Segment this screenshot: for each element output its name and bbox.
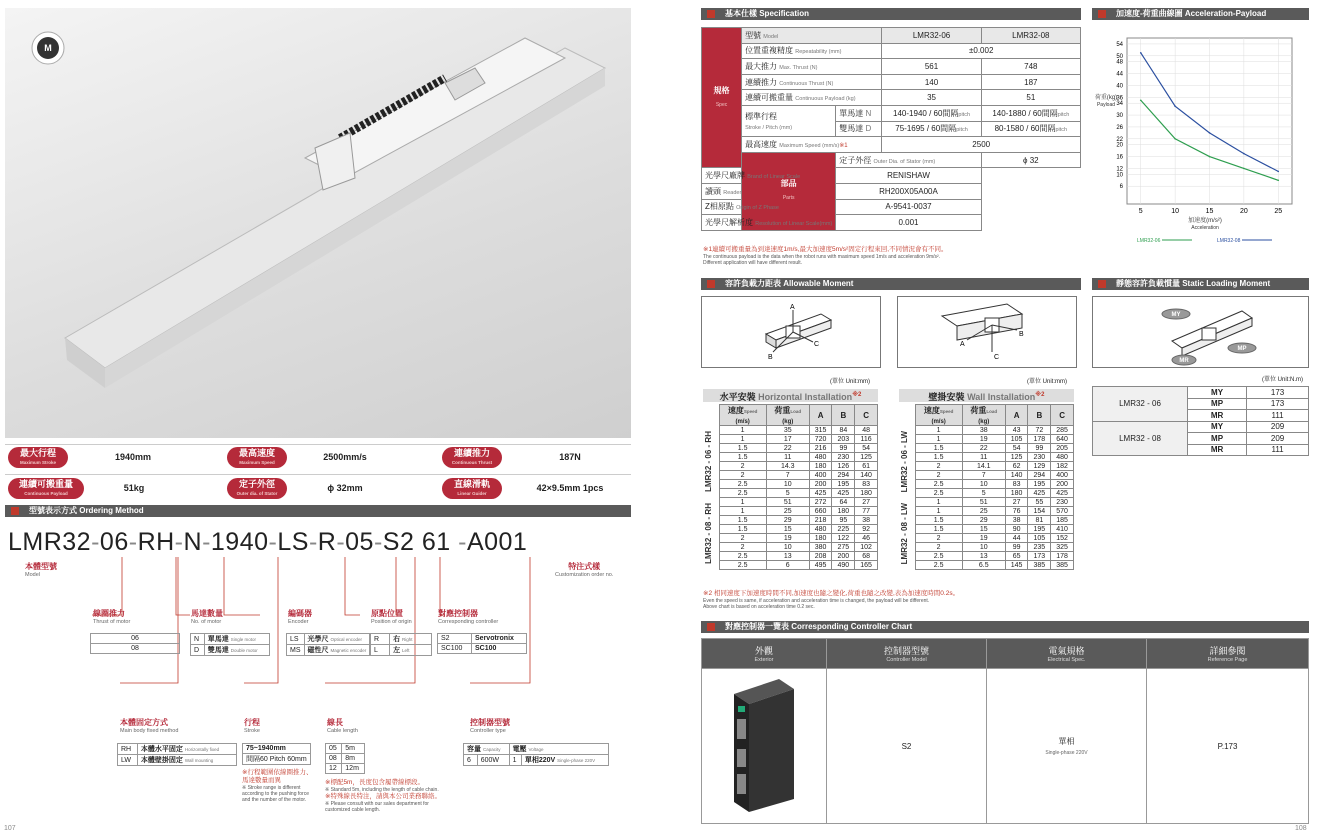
thrust-table: 06 08 [90, 633, 180, 654]
encoder-label: 編碼器 Encoder [288, 609, 312, 625]
moment-row: 1 19 105 178 640 [899, 435, 1074, 444]
badge-guider-value: 42×9.5mm 1pcs [536, 483, 604, 493]
svg-text:MP: MP [1237, 346, 1247, 352]
static-table: LMR32 - 06 MY 173 MP 173 MR 111 LMR32 - 08 MY 209 MP 209 MR 111 [1092, 386, 1309, 456]
moment-row: 2.5 13 208 200 68 [703, 552, 878, 561]
data-point [1209, 156, 1211, 158]
y-tick-label: 22 [1116, 136, 1123, 143]
moment-row: 1.5 22 54 99 205 [899, 444, 1074, 453]
y-tick-label: 34 [1116, 101, 1123, 108]
x-tick-label: 25 [1274, 208, 1283, 215]
controller-chart-header: 對應控制器一覽表 Corresponding Controller Chart [701, 621, 1309, 633]
badge-cont-payload-value: 51kg [123, 483, 145, 493]
svg-text:MY: MY [1171, 312, 1181, 318]
y-tick-label: 36 [1116, 95, 1123, 102]
moment-unit-2: (單位 Unit:mm) [1027, 379, 1067, 385]
data-point [1140, 99, 1142, 101]
y-tick-label: 54 [1116, 41, 1123, 48]
controller-label: 對應控制器 Corresponding controller [438, 609, 499, 625]
y-tick-label: 50 [1116, 53, 1123, 60]
moment-row: LMR32 - 06 - RH 1 35 315 84 48 [703, 426, 878, 435]
moment-row: 2 10 99 235 325 [899, 543, 1074, 552]
data-point [1243, 153, 1245, 155]
moment-row: 2 14.1 62 129 182 [899, 462, 1074, 471]
origin-label: 原點位置 Position of origin [371, 609, 412, 625]
moment-table: 速度Speed (m/s) 荷重Load (kg) A B C LMR32 - 06 - LW 1 38 43 72 285 1 19 105 178 640 1.5 22 54 99 205 1.5 11 125 230 480 2 14.1 62 129 182 2 7 140 294 400 2.5 10 83 195 200 2.5 5 180 425 425 LMR32 - 08 - LW 1 51 27 55 230 1 25 76 154 570 1.5 29 38 81 185 1.5 15 90 195 410 2 19 44 105 152 2 10 99 235 325 2.5 13 65 173 178 2.5 6.5 145 385 385 [899, 404, 1074, 570]
accel-ylabel: 荷重(kg) Payload [1094, 95, 1118, 108]
product-photo [5, 8, 631, 438]
moment-row: 1.5 15 480 225 92 [703, 525, 878, 534]
origin-table: R 右 Right L 左 Left [370, 633, 432, 656]
svg-text:M: M [44, 43, 52, 53]
cable-note: ※標配5m，長度包含履帶線標段。 ※ Standard 5m, including the length of cable chain. ※特殊線長特注，請與本公司業務聯絡。 ※ Please consult with our sales department for customized cable length. [325, 779, 441, 813]
static-moment-diagram [1092, 296, 1309, 368]
wall-install-diagram [897, 296, 1077, 368]
badge-max-speed-value: 2500mm/s [323, 452, 367, 462]
moment-row: 2.5 5 180 425 425 [899, 489, 1074, 498]
w-install-title: 壁掛安裝 Wall Installation$^{※2}$ [899, 389, 1074, 402]
data-point [1243, 168, 1245, 170]
stroke-label: 行程 Stroke [244, 718, 260, 734]
moment-row: LMR32 - 06 - LW 1 38 43 72 285 [899, 426, 1074, 435]
y-tick-label: 40 [1116, 83, 1123, 90]
accel-header: 加速度-荷重曲線圖 Acceleration-Payload Relationship [1092, 8, 1309, 20]
page-number-right: 108 [1295, 825, 1307, 832]
x-tick-label: 10 [1171, 208, 1180, 215]
moment-row: 1.5 29 218 95 38 [703, 516, 878, 525]
y-tick-label: 6 [1119, 184, 1123, 191]
badge-stator: 定子外徑 Outer dia. of Stator [227, 478, 287, 499]
y-tick-label: 30 [1116, 113, 1123, 120]
x-tick-label: 20 [1239, 208, 1248, 215]
y-tick-label: 10 [1116, 172, 1123, 179]
encoder-table: LS 光學尺 Optical encoder MS 磁性尺 Magnetic encoder [286, 633, 370, 656]
badge-guider: 直線滑軌 Linear Guider [442, 478, 502, 499]
mount-table: RH 本體水平固定 Horizontally fixed LW 本體壁掛固定 Wall mounting [117, 743, 237, 766]
moment-row: 2 10 380 275 102 [703, 543, 878, 552]
moment-row: 1 25 76 154 570 [899, 507, 1074, 516]
data-point [1277, 171, 1279, 173]
mount-label: 本體固定方式 Main body fixed method [120, 718, 179, 734]
moment-row: 2.5 10 200 195 83 [703, 480, 878, 489]
data-point [1277, 179, 1279, 181]
moment-row: 2.5 6 495 490 165 [703, 561, 878, 570]
static-unit: (單位 Unit:N.m) [1262, 377, 1303, 383]
data-point [1140, 52, 1142, 54]
y-tick-label: 12 [1116, 166, 1123, 173]
horizontal-install-diagram [701, 296, 881, 368]
motors-label: 馬達數量 No. of motor [191, 609, 223, 625]
badge-cont-thrust: 連續推力 Continuous Thrust [442, 447, 502, 468]
ctype-label: 控制器型號 Controller type [470, 718, 510, 734]
controller-image [702, 669, 827, 824]
moment-table: 速度Speed (m/s) 荷重Load (kg) A B C LMR32 - 06 - RH 1 35 315 84 48 1 17 720 203 116 1.5 22 216 99 54 1.5 11 480 230 125 2 14.3 180 126 61 2 7 400 294 140 2.5 10 200 195 83 2.5 5 425 425 180 LMR32 - 08 - RH 1 51 272 64 27 1 25 660 180 77 1.5 29 218 95 38 1.5 15 480 225 92 2 19 180 122 46 2 10 380 275 102 2.5 13 208 200 68 2.5 6 495 490 165 [703, 404, 878, 570]
badge-cont-payload: 連續可搬重量 Continuous Payload [8, 478, 84, 499]
y-tick-label: 26 [1116, 124, 1123, 131]
data-point [1174, 138, 1176, 140]
spec-header: 基本仕樣 Specification [701, 8, 1081, 20]
cable-table: 05 5m 08 8m 12 12m [325, 743, 365, 774]
moment-header: 容許負載力距表 Allowable Moment [701, 278, 1081, 290]
y-tick-label: 48 [1116, 59, 1123, 66]
stroke-note: ※行程範圍依線圈推力、馬達數量而異 ※ Stroke range is different according to the pushing force and the number of the motor. [242, 769, 313, 803]
moment-row: 2.5 10 83 195 200 [899, 480, 1074, 489]
badge-cont-thrust-value: 187N [559, 452, 581, 462]
svg-text:A: A [960, 341, 965, 348]
cable-label: 線長 Cable length [327, 718, 358, 734]
y-tick-label: 20 [1116, 142, 1123, 149]
moment-row: 2 7 400 294 140 [703, 471, 878, 480]
spec-note: ※1連續可搬重量為到達速度1m/s,最大加速度5m/s²固定行程來回,不同情況會有不同。 The continuous payload is the data when the robot runs with maximum speed 1m/s and acceleration 9m/s². Different application will have different result. [703, 246, 948, 266]
badge-max-stroke-value: 1940mm [114, 452, 152, 462]
x-tick-label: 15 [1205, 208, 1214, 215]
h-install-title: 水平安裝 Horizontal Installation$^{※2}$ [703, 389, 878, 402]
stroke-table: 75~1940mm 間隔60 Pitch 60mm [242, 743, 311, 765]
data-point [1174, 105, 1176, 107]
moment-row: 1 25 660 180 77 [703, 507, 878, 516]
moment-row: 2 19 180 122 46 [703, 534, 878, 543]
model-label: 本體型號 Model [25, 562, 57, 578]
moment-row: 1 17 720 203 116 [703, 435, 878, 444]
accel-xlabel: 加速度(m/s²) Acceleration [1188, 218, 1222, 231]
moment-row: 2 14.3 180 126 61 [703, 462, 878, 471]
moment-row: 2 19 44 105 152 [899, 534, 1074, 543]
moment-row: 1.5 15 90 195 410 [899, 525, 1074, 534]
moment-unit: (單位 Unit:mm) [830, 379, 870, 385]
badge-max-speed: 最高速度 Maximum Speed [227, 447, 287, 468]
legend-label: LMR32-08 [1217, 238, 1241, 244]
static-header: 靜態容許負載慣量 Static Loading Moment [1092, 278, 1309, 290]
y-tick-label: 16 [1116, 154, 1123, 161]
custom-label: 特注式樣 Customization order no. [555, 562, 614, 578]
moment-row: 1.5 11 125 230 480 [899, 453, 1074, 462]
svg-text:MR: MR [1179, 358, 1189, 364]
thrust-label: 線圈推力 Thrust of motor [93, 609, 131, 625]
moment-row: 1.5 11 480 230 125 [703, 453, 878, 462]
svg-text:B: B [1019, 331, 1024, 338]
svg-text:A: A [790, 304, 795, 311]
page-number-left: 107 [4, 825, 16, 832]
spec-table: 規格 Spec 型號 Model LMR32-06 LMR32-08 位置重複精度 Repeatability (mm) ±0.002 最大推力 Max. Thrust (N) 561 748 連續推力 Continuous Thrust (N) 140 187 連續可搬重量 Continuous Payload (kg) 35 51 標準行程 Stroke / Pitch (mm) 單馬達 N 140-1940 / 60間隔pitch 140-1880 / 60間隔pitch 雙馬達 D 75-1695 / 60間隔pitch 80-1580 / 60間隔pitch 最高速度 Maximum Speed (mm/s)※1 2500 部品 Parts 定子外徑 Outer Dia. of Stator (mm) ϕ 32 光學尺廠牌 Brand of Linear Scale RENISHAW 讀頭 Reader RH200X05A00A Z相原點 Origin of Z Phase A-9541-0037 光學尺解析度 Resolution of Linear Scale(mm) 0.001 [701, 27, 1081, 231]
svg-text:C: C [814, 341, 820, 348]
badge-stator-value: ϕ 32mm [327, 483, 363, 493]
moment-row: LMR32 - 08 - RH 1 51 272 64 27 [703, 498, 878, 507]
moment-note: ※2 相同速度下加速度時間不同,加速度也隨之變化,荷重也隨之改變,表為加速度時間0.2s。 Even the speed is same, if acceleration and acceleration time is changed, the payload will be different. Above chart is based on acceleration time 0.2 sec. [703, 590, 960, 610]
controller-chart: 外觀 Exterior 控制器型號 Controller Model 電氣規格 Electrical Spec. 詳細參閱 Reference Page S2 單相 Single-phase 220V P.173 [701, 638, 1309, 824]
moment-row: 2.5 13 65 173 178 [899, 552, 1074, 561]
moment-row: 2.5 5 425 425 180 [703, 489, 878, 498]
x-tick-label: 5 [1138, 208, 1143, 215]
controller-table: S2 Servotronix SC100 SC100 [437, 633, 527, 654]
svg-text:C: C [994, 354, 1000, 361]
moment-row: LMR32 - 08 - LW 1 51 27 55 230 [899, 498, 1074, 507]
model-code: LMR32-06-RH-N-1940-LS-R-05-S2 61 -A001 [8, 528, 528, 556]
legend-label: LMR32-06 [1137, 238, 1161, 244]
svg-text:B: B [768, 354, 773, 361]
badge-max-stroke: 最大行程 Maximum Stroke [8, 447, 68, 468]
ctype-table: 容量 Capacity 電壓 Voltage 6 600W 1 單相220V Single-phase 220V [463, 743, 609, 766]
y-tick-label: 44 [1116, 71, 1123, 78]
accel-payload-chart [1092, 24, 1309, 249]
moment-row: 2 7 140 294 400 [899, 471, 1074, 480]
motors-table: N 單馬達 Single motor D 雙馬達 Double motor [190, 633, 270, 656]
moment-row: 2.5 6.5 145 385 385 [899, 561, 1074, 570]
ordering-header: 型號表示方式 Ordering Method [5, 505, 631, 517]
moment-row: 1.5 29 38 81 185 [899, 516, 1074, 525]
moment-row: 1.5 22 216 99 54 [703, 444, 878, 453]
data-point [1209, 132, 1211, 134]
